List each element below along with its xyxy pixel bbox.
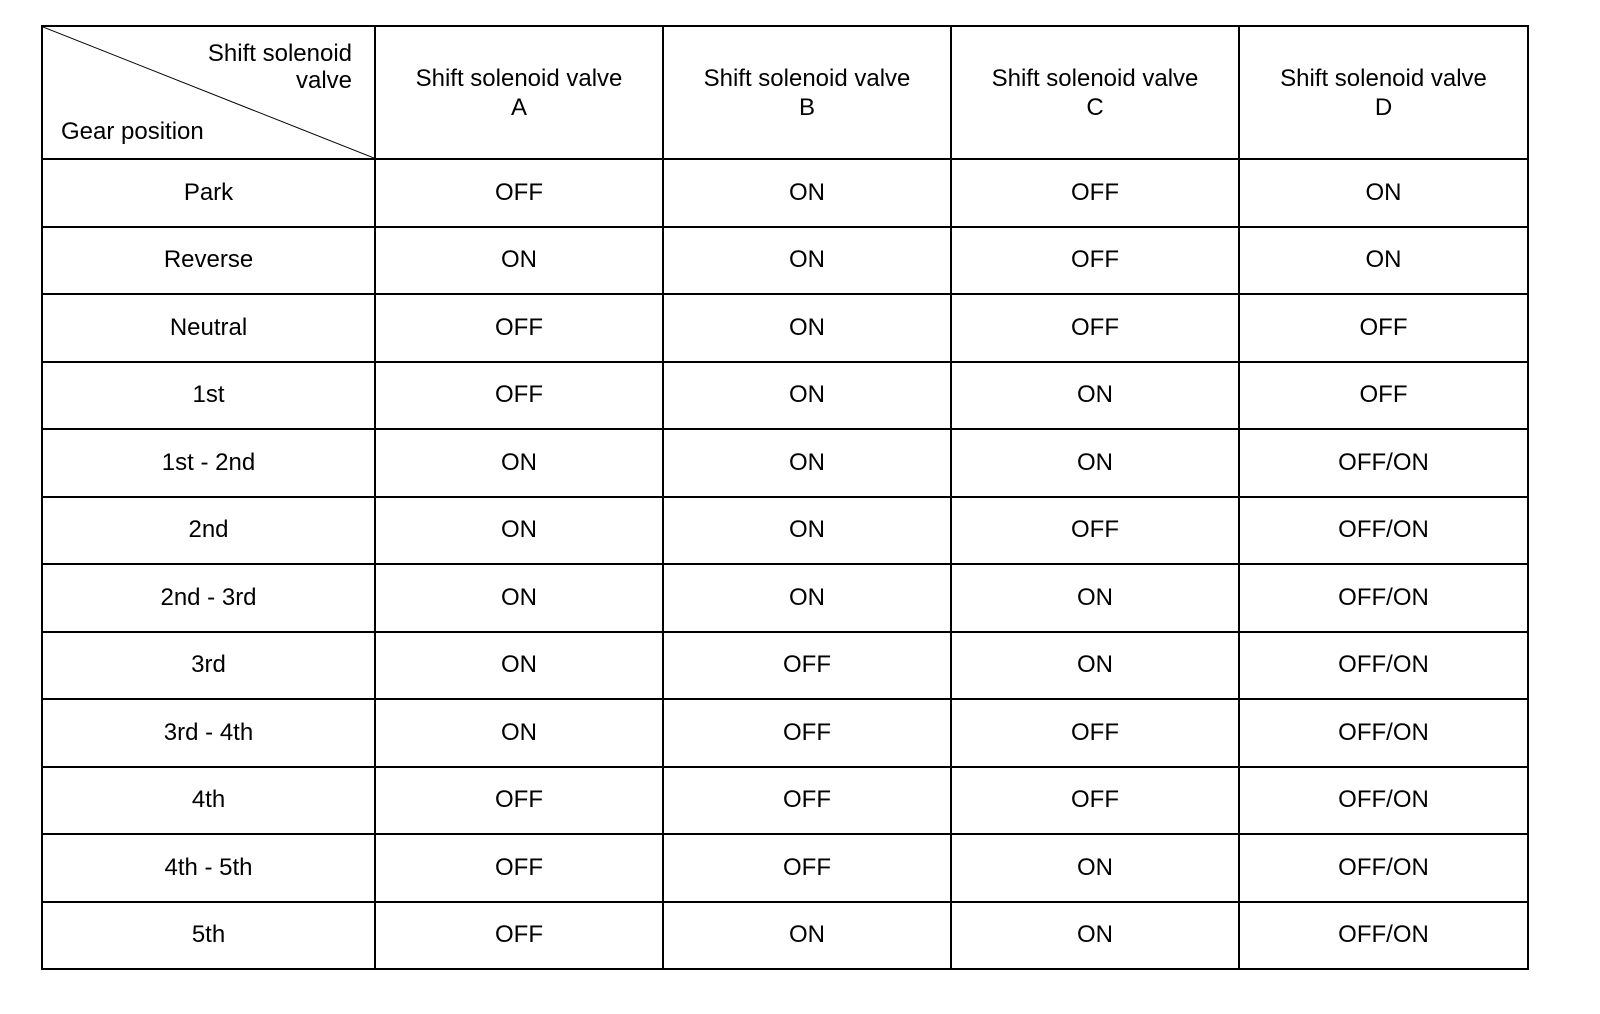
gear-position-cell: 5th	[42, 902, 375, 970]
valve-c-state-cell: OFF	[951, 227, 1239, 295]
valve-c-state-cell: ON	[951, 834, 1239, 902]
valve-b-state-cell: ON	[663, 429, 951, 497]
valve-a-state-cell: OFF	[375, 834, 663, 902]
corner-top-line2: valve	[295, 67, 352, 94]
valve-b-state-cell: ON	[663, 362, 951, 430]
valve-b-state-cell: ON	[663, 902, 951, 970]
gear-position-cell: 2nd - 3rd	[42, 564, 375, 632]
gear-position-cell: 3rd - 4th	[42, 699, 375, 767]
header-row	[42, 26, 1528, 159]
corner-top-line1: Shift solenoid	[207, 40, 352, 67]
valve-c-state-cell: OFF	[951, 699, 1239, 767]
valve-a-state-cell: OFF	[375, 362, 663, 430]
column-header-valve-b	[663, 26, 951, 159]
column-header-line2: D	[1374, 93, 1393, 121]
valve-c-state-cell: OFF	[951, 767, 1239, 835]
valve-c-state-cell: ON	[951, 564, 1239, 632]
valve-b-state-cell: ON	[663, 227, 951, 295]
valve-d-state-cell: OFF	[1239, 362, 1528, 430]
valve-c-state-cell: ON	[951, 902, 1239, 970]
table-row	[42, 362, 1528, 430]
valve-a-state-cell: OFF	[375, 767, 663, 835]
gear-position-cell: Neutral	[42, 294, 375, 362]
gear-position-cell: 1st - 2nd	[42, 429, 375, 497]
valve-b-state-cell: OFF	[663, 632, 951, 700]
valve-b-state-cell: OFF	[663, 767, 951, 835]
valve-a-state-cell: OFF	[375, 159, 663, 227]
valve-c-state-cell: ON	[951, 362, 1239, 430]
valve-b-state-cell: OFF	[663, 834, 951, 902]
valve-a-state-cell: ON	[375, 227, 663, 295]
valve-d-state-cell: OFF/ON	[1239, 767, 1528, 835]
valve-d-state-cell: OFF/ON	[1239, 564, 1528, 632]
valve-d-state-cell: OFF/ON	[1239, 497, 1528, 565]
column-header-valve-a	[375, 26, 663, 159]
table-row	[42, 429, 1528, 497]
column-header-line2: C	[1086, 93, 1104, 121]
valve-a-state-cell: OFF	[375, 294, 663, 362]
valve-b-state-cell: ON	[663, 159, 951, 227]
valve-b-state-cell: ON	[663, 564, 951, 632]
table-row	[42, 767, 1528, 835]
gear-position-cell: 4th	[42, 767, 375, 835]
table-row	[42, 632, 1528, 700]
gear-position-cell: Reverse	[42, 227, 375, 295]
valve-a-state-cell: ON	[375, 699, 663, 767]
column-header-valve-c	[951, 26, 1239, 159]
corner-column-axis-label	[208, 40, 352, 94]
table-row	[42, 902, 1528, 970]
gear-position-cell: 2nd	[42, 497, 375, 565]
gear-position-cell: 4th - 5th	[42, 834, 375, 902]
valve-a-state-cell: ON	[375, 632, 663, 700]
valve-b-state-cell: OFF	[663, 699, 951, 767]
valve-b-state-cell: ON	[663, 294, 951, 362]
column-header-line1: Shift solenoid valve	[415, 64, 623, 92]
column-header-line2: B	[798, 93, 815, 121]
column-header-valve-d	[1239, 26, 1528, 159]
valve-d-state-cell: ON	[1239, 227, 1528, 295]
table-row	[42, 834, 1528, 902]
valve-d-state-cell: OFF/ON	[1239, 632, 1528, 700]
column-header-line2: A	[510, 93, 527, 121]
valve-c-state-cell: OFF	[951, 159, 1239, 227]
table-row	[42, 159, 1528, 227]
table-row	[42, 699, 1528, 767]
valve-a-state-cell: ON	[375, 429, 663, 497]
valve-d-state-cell: OFF/ON	[1239, 699, 1528, 767]
column-header-line1: Shift solenoid valve	[1280, 64, 1487, 92]
table-row	[42, 564, 1528, 632]
valve-c-state-cell: ON	[951, 632, 1239, 700]
valve-d-state-cell: OFF/ON	[1239, 902, 1528, 970]
valve-d-state-cell: OFF/ON	[1239, 834, 1528, 902]
valve-d-state-cell: OFF/ON	[1239, 429, 1528, 497]
corner-row-axis-label: Gear position	[61, 118, 204, 145]
valve-b-state-cell: ON	[663, 497, 951, 565]
valve-a-state-cell: ON	[375, 564, 663, 632]
solenoid-table-container	[41, 25, 1527, 970]
table-row	[42, 294, 1528, 362]
shift-solenoid-table	[41, 25, 1529, 970]
valve-a-state-cell: OFF	[375, 902, 663, 970]
gear-position-cell: 1st	[42, 362, 375, 430]
table-row	[42, 497, 1528, 565]
valve-c-state-cell: OFF	[951, 497, 1239, 565]
gear-position-cell: Park	[42, 159, 375, 227]
valve-d-state-cell: ON	[1239, 159, 1528, 227]
corner-header-cell	[42, 26, 375, 159]
gear-position-cell: 3rd	[42, 632, 375, 700]
table-row	[42, 227, 1528, 295]
valve-a-state-cell: ON	[375, 497, 663, 565]
valve-d-state-cell: OFF	[1239, 294, 1528, 362]
column-header-line1: Shift solenoid valve	[991, 64, 1199, 92]
column-header-line1: Shift solenoid valve	[703, 64, 911, 92]
valve-c-state-cell: OFF	[951, 294, 1239, 362]
valve-c-state-cell: ON	[951, 429, 1239, 497]
